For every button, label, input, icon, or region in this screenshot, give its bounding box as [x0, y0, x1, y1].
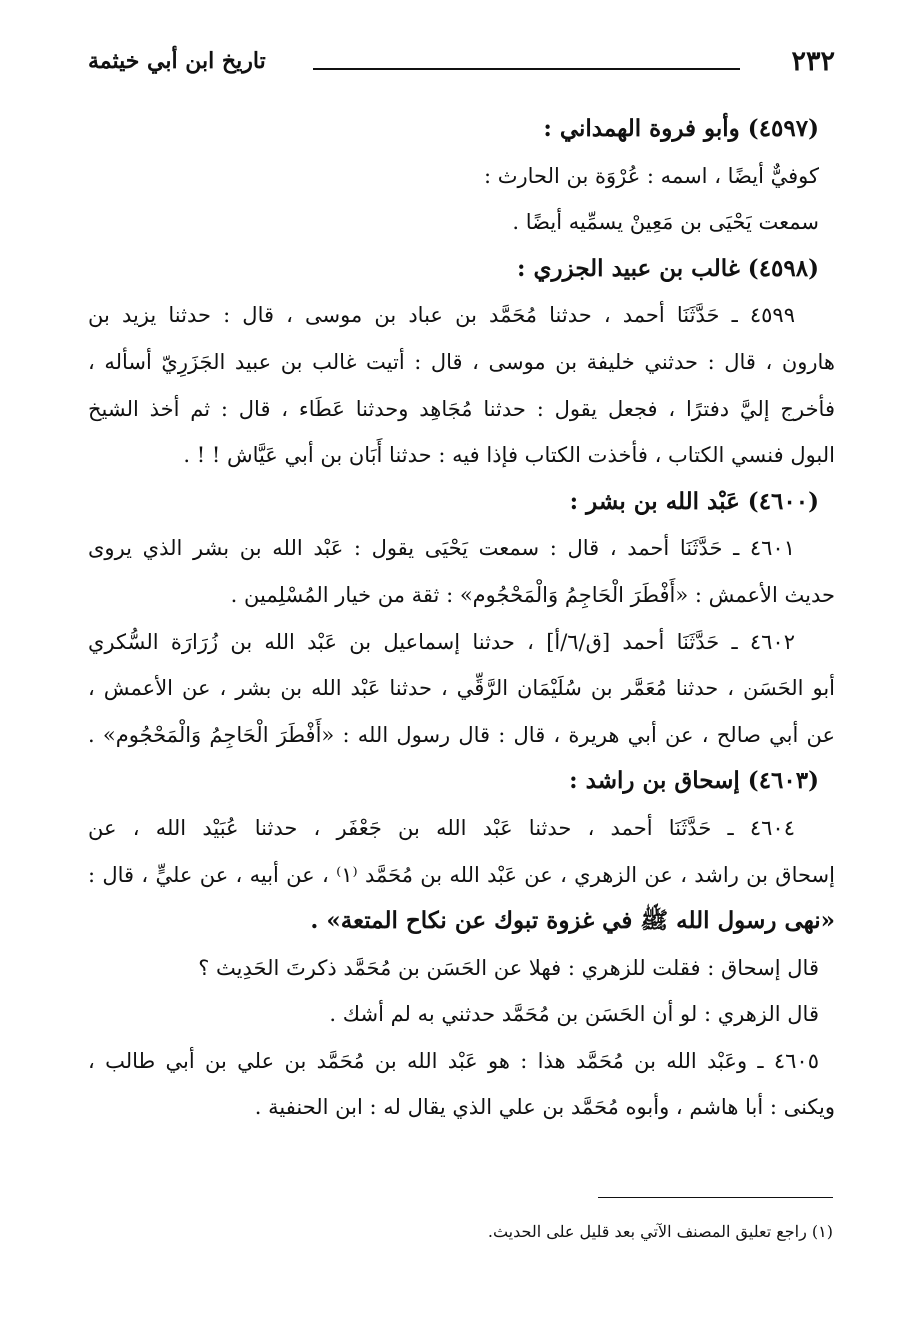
text-line: ٤٦٠١ ـ حَدَّثَنَا أحمد ، قال : سمعت يَحْيَى يقول : عَبْد الله بن بشر الذي يروى	[88, 536, 795, 561]
page-body	[88, 106, 835, 1131]
section-heading: (٤٥٩٨) غالب بن عبيد الجزري :	[517, 254, 819, 282]
section-heading: (٤٦٠٠) عَبْد الله بن بشر :	[569, 487, 819, 515]
section-heading: «نهى رسول الله ﷺ في غزوة تبوك عن نكاح المتعة» .	[310, 907, 835, 935]
text-line: ويكنى : أبا هاشم ، وأبوه مُحَمَّد بن علي الذي يقال له : ابن الحنفية .	[254, 1095, 835, 1120]
text-line: البول فنسي الكتاب ، فأخذت الكتاب فإذا فيه : حدثنا أَبَان بن أبي عَيَّاش ! ! .	[183, 443, 835, 468]
text-line: ٤٦٠٢ ـ حَدَّثَنَا أحمد [ق/٦/أ] ، حدثنا إسماعيل بن عَبْد الله بن زُرَارَة السُّكري	[88, 629, 795, 654]
text-line: هارون ، قال : حدثني خليفة بن موسى ، قال : أتيت غالب بن عبيد الجَزَرِيّ أسأله ،	[88, 349, 835, 374]
text-line: سمعت يَحْيَى بن مَعِينْ يسمِّيه أيضًا .	[512, 210, 819, 235]
text-line: أبو الحَسَن ، حدثنا مُعَمَّر بن سُلَيْمَان الرَّقِّي ، حدثنا عَبْد الله بن بشر ، عن الأعمش ،	[88, 676, 835, 701]
footnote: (١) راجع تعليق المصنف الآتي بعد قليل على الحديث.	[487, 1222, 833, 1241]
section-heading: (٤٥٩٧) وأبو فروة الهمداني :	[543, 115, 819, 142]
text-line: فأخرج إليَّ دفترًا ، فجعل يقول : حدثنا مُجَاهِد وحدثنا عَطَاء ، قال : ثم أخذ الشيخ	[88, 396, 835, 421]
text-line: حديث الأعمش : «أَفْطَرَ الْحَاجِمُ وَالْمَحْجُوم» : ثقة من خيار المُسْلِمين .	[230, 582, 835, 607]
running-title: تاريخ ابن أبي خيثمة	[88, 48, 266, 74]
text-line: كوفيٌّ أيضًا ، اسمه : عُرْوَة بن الحارث :	[483, 163, 819, 188]
text-line: ٤٥٩٩ ـ حَدَّثَنَا أحمد ، حدثنا مُحَمَّد بن عباد بن موسى ، قال : حدثنا يزيد بن	[88, 303, 795, 328]
section-heading: (٤٦٠٣) إسحاق بن راشد :	[569, 767, 819, 795]
text-line: عن أبي صالح ، عن أبي هريرة ، قال : قال رسول الله : «أَفْطَرَ الْحَاجِمُ وَالْمَحْجُوم» .	[88, 722, 835, 747]
page-header	[88, 46, 835, 86]
text-line: قال إسحاق : فقلت للزهري : فهلا عن الحَسَن بن مُحَمَّد ذكرتَ الحَدِيث ؟	[198, 955, 819, 980]
text-line: ٤٦٠٥ ـ وعَبْد الله بن مُحَمَّد هذا : هو عَبْد الله بن مُحَمَّد بن علي بن أبي طالب ،	[88, 1048, 819, 1073]
text-line: قال الزهري : لو أن الحَسَن بن مُحَمَّد حدثني به لم أشك .	[329, 1002, 819, 1027]
text-line: ٤٦٠٤ ـ حَدَّثَنَا أحمد ، حدثنا عَبْد الله بن جَعْفَر ، حدثنا عُبَيْد الله ، عن	[88, 815, 795, 840]
page-number: ٢٣٢	[791, 46, 835, 77]
text-line: إسحاق بن راشد ، عن الزهري ، عن عَبْد الله بن مُحَمَّد ⁽١⁾ ، عن أبيه ، عن عليٍّ ، قال :	[88, 862, 835, 887]
header-rule	[313, 68, 740, 70]
footnote-rule	[598, 1197, 833, 1198]
